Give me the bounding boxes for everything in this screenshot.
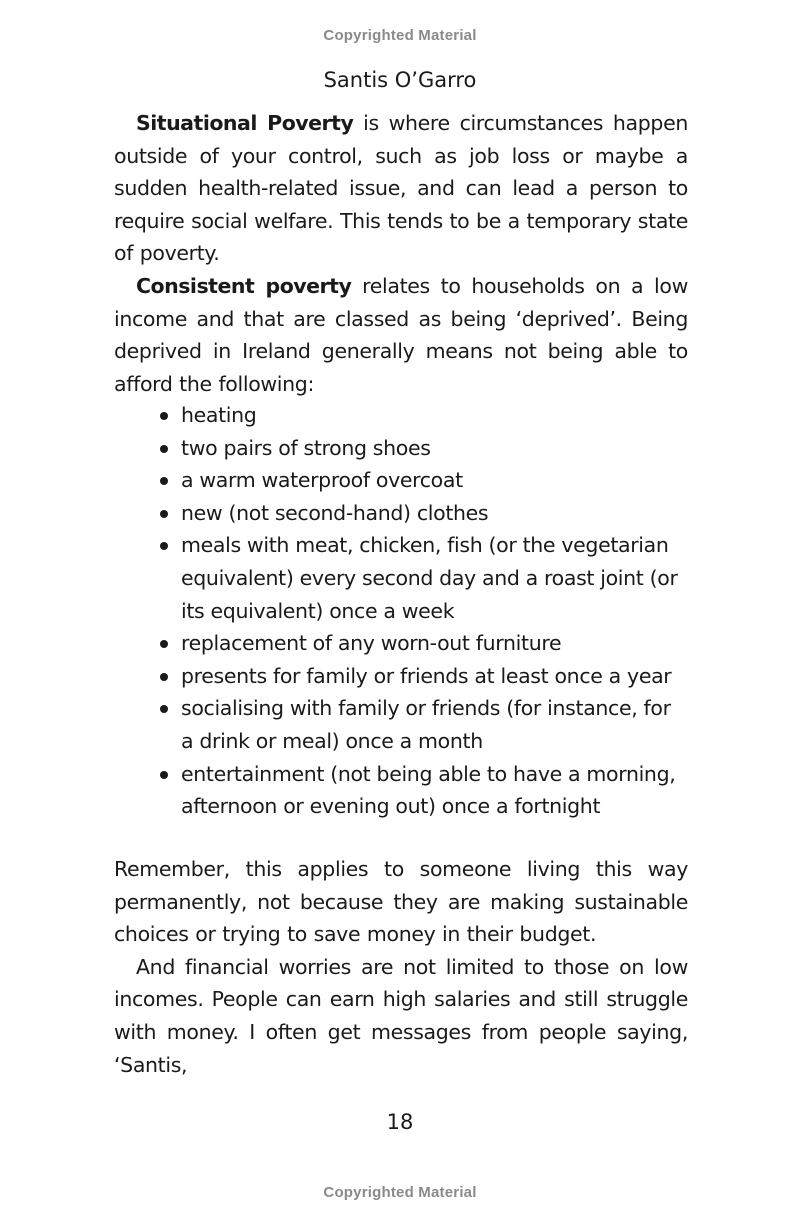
paragraph-financial-worries: And financial worries are not limited to those on low incomes. People can earn high salaries and still struggle with money. I often get messages from people saying, ‘Santis, bbox=[114, 954, 688, 1077]
list-item: presents for family or friends at least once a year bbox=[158, 660, 678, 693]
list-item: a warm waterproof overcoat bbox=[158, 464, 678, 497]
page-number: 18 bbox=[386, 1110, 414, 1134]
list-item: new (not second-hand) clothes bbox=[158, 497, 678, 530]
deprivation-list bbox=[158, 399, 678, 823]
list-item: two pairs of strong shoes bbox=[158, 432, 678, 465]
copyright-watermark-top: Copyrighted Material bbox=[323, 27, 477, 44]
running-head-author: Santis O’Garro bbox=[323, 68, 477, 92]
list-item: meals with meat, chicken, fish (or the vegetarian equivalent) every second day and a roast joint (or its equivalent) once a week bbox=[158, 529, 678, 627]
body-text-top bbox=[114, 107, 688, 400]
paragraph-consistent-poverty bbox=[114, 270, 688, 400]
paragraph-text: relates to households on a low income and that are classed as being ‘deprived’. Being deprived in Ireland generally means not being able to afford the following: bbox=[114, 273, 688, 396]
list-item: heating bbox=[158, 399, 678, 432]
body-text-bottom bbox=[114, 853, 688, 1081]
term-consistent-poverty: Consistent poverty bbox=[136, 273, 352, 298]
copyright-watermark-bottom: Copyrighted Material bbox=[323, 1184, 477, 1201]
paragraph-remember: Remember, this applies to someone living this way permanently, not because they are making sustainable choices or trying to save money in their budget. bbox=[114, 857, 688, 947]
list-item: socialising with family or friends (for instance, for a drink or meal) once a month bbox=[158, 692, 678, 757]
paragraph-text: is where circumstances happen outside of your control, such as job loss or maybe a sudden health-related issue, and can lead a person to require social welfare. This tends to be a temporary state of poverty. bbox=[114, 111, 688, 266]
list-item: replacement of any worn-out furniture bbox=[158, 627, 678, 660]
list-item: entertainment (not being able to have a morning, afternoon or evening out) once a fortnight bbox=[158, 758, 678, 823]
paragraph-situational-poverty bbox=[114, 107, 688, 270]
term-situational-poverty: Situational Poverty bbox=[136, 111, 354, 135]
